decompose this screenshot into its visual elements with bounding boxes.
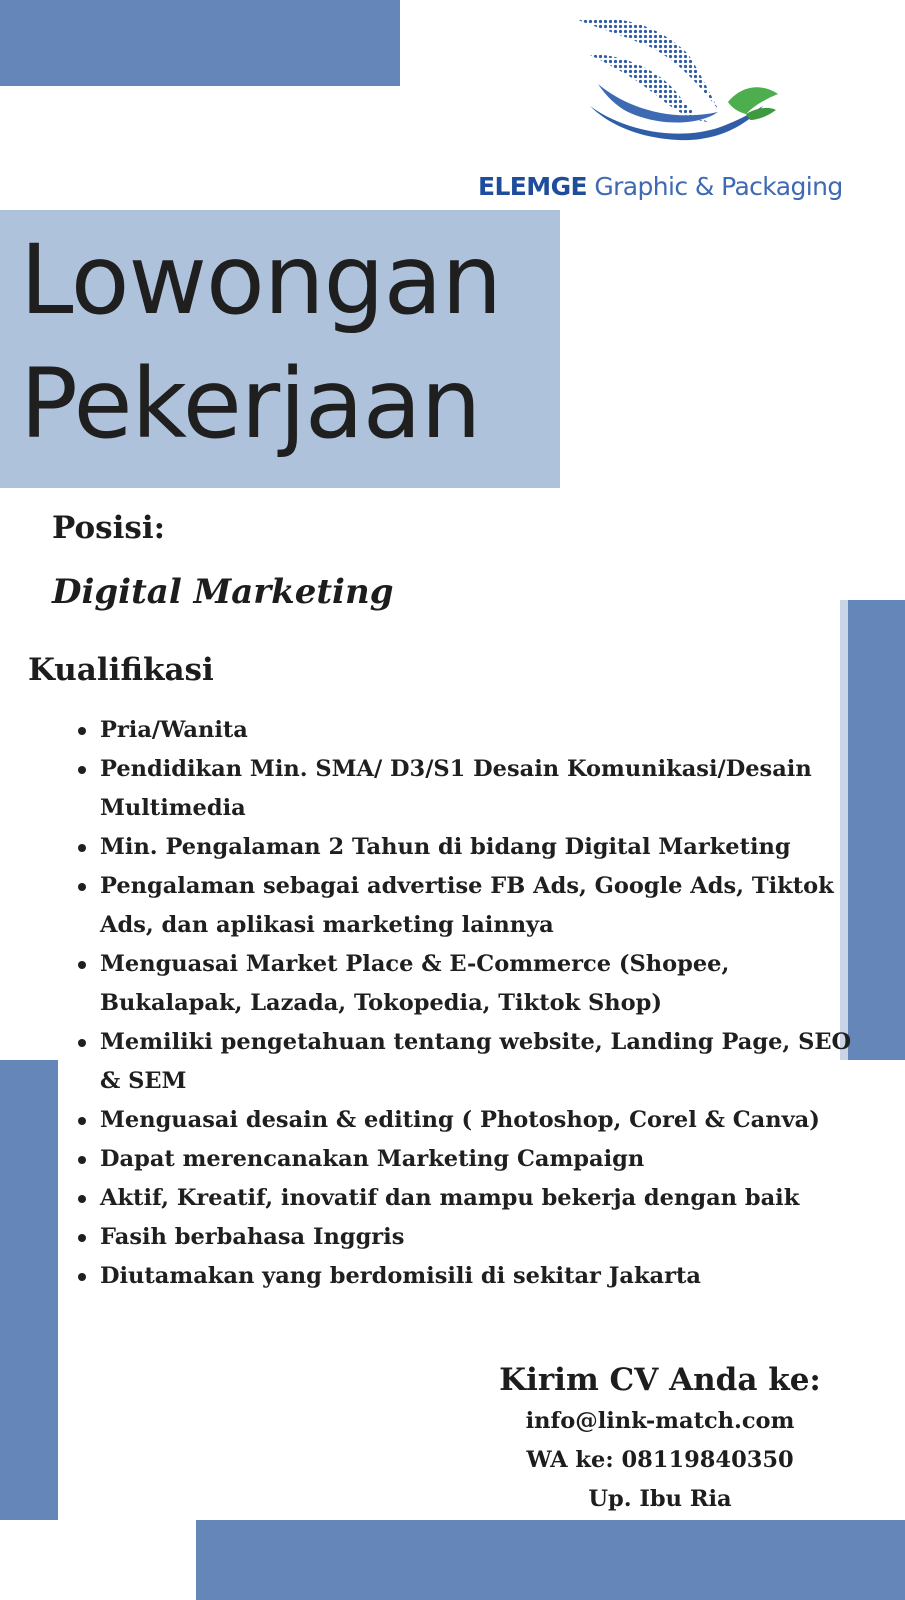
decor-block-left: [0, 1060, 58, 1520]
contact-email[interactable]: info@link-match.com: [525, 1408, 795, 1434]
list-item: Dapat merencanakan Marketing Campaign: [100, 1140, 860, 1179]
page-title: [20, 218, 501, 466]
list-item: Pendidikan Min. SMA/ D3/S1 Desain Komunikasi/Desain Multimedia: [100, 750, 860, 828]
company-name: [478, 172, 888, 201]
list-item: Fasih berbahasa Inggris: [100, 1218, 860, 1257]
list-item: Aktif, Kreatif, inovatif dan mampu bekerja dengan baik: [100, 1179, 860, 1218]
contact-attention: Up. Ibu Ria: [588, 1486, 732, 1512]
company-brand: ELEMGE: [478, 172, 587, 201]
company-logo: [478, 14, 888, 214]
contact-heading: Kirim CV Anda ke:: [499, 1362, 821, 1398]
qualifications-list: [100, 711, 860, 1296]
list-item: Diutamakan yang berdomisili di sekitar Jakarta: [100, 1257, 860, 1296]
title-line-1: Lowongan: [20, 224, 502, 336]
decor-block-top-left: [0, 0, 400, 86]
position-value: Digital Marketing: [52, 572, 394, 612]
contact-section: [450, 1358, 870, 1519]
contact-whatsapp[interactable]: WA ke: 08119840350: [526, 1447, 794, 1473]
bird-logo-icon: [578, 14, 788, 154]
position-label: Posisi:: [52, 510, 166, 546]
list-item: Pria/Wanita: [100, 711, 860, 750]
decor-block-bottom: [196, 1520, 905, 1600]
title-line-2: Pekerjaan: [20, 348, 481, 460]
list-item: Pengalaman sebagai advertise FB Ads, Google Ads, Tiktok Ads, dan aplikasi marketing lainnya: [100, 867, 860, 945]
list-item: Memiliki pengetahuan tentang website, Landing Page, SEO & SEM: [100, 1023, 860, 1101]
qualifications-heading: Kualifikasi: [28, 652, 214, 688]
list-item: Min. Pengalaman 2 Tahun di bidang Digital Marketing: [100, 828, 860, 867]
company-tagline: Graphic & Packaging: [594, 172, 843, 201]
list-item: Menguasai Market Place & E-Commerce (Shopee, Bukalapak, Lazada, Tokopedia, Tiktok Shop): [100, 945, 860, 1023]
list-item: Menguasai desain & editing ( Photoshop, Corel & Canva): [100, 1101, 860, 1140]
